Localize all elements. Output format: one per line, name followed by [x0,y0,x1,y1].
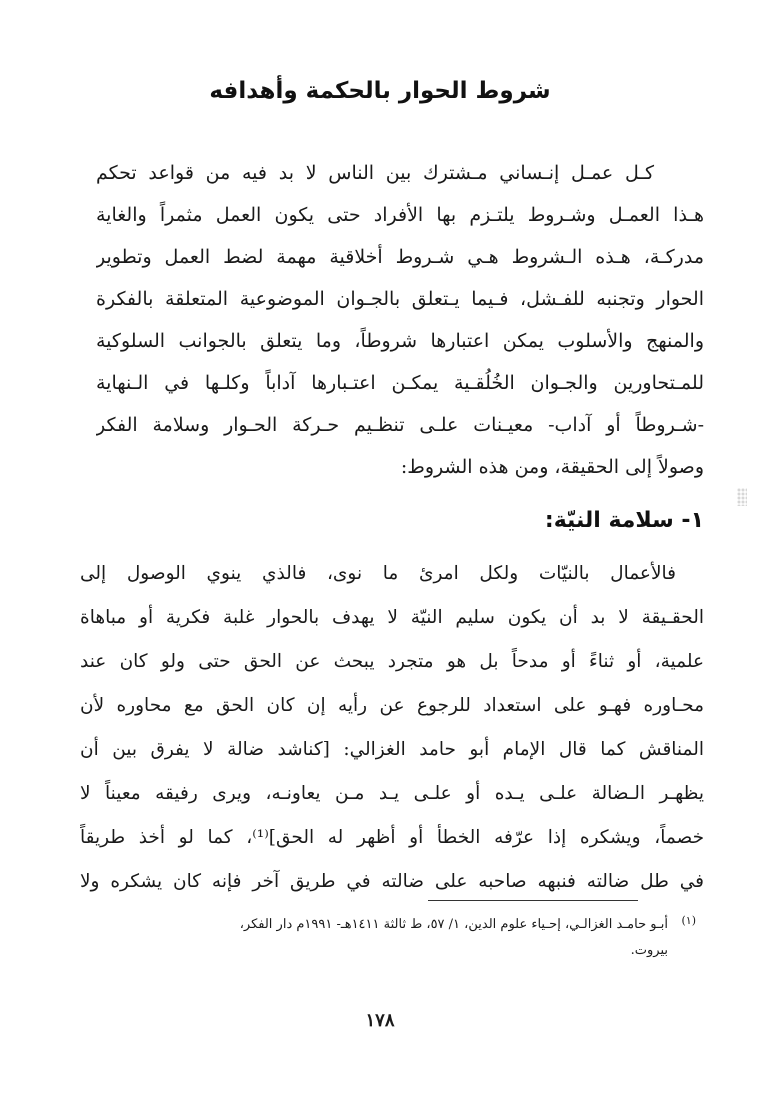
footnote-marker: (١) [681,914,696,927]
paragraph-line: الحقـيقة لا بد أن يكون سليم النيّة لا يهدف بالحوار غلبة فكرية أو مباهاة [80,607,704,628]
paragraph-line: مدركـة، هـذه الـشروط هـي شـروط أخلاقية مهمة لضط العمل وتطوير [96,246,704,268]
paragraph-line: وصولاً إلى الحقيقة، ومن هذه الشروط: [400,456,704,478]
paragraph-line: -شـروطاً أو آداب- معيـنات علـى تنظـيم حـركة الحـوار وسلامة الفكر [96,414,704,436]
paragraph-line: للمـتحاورين والجـوان الخُلُقـية يمكـن اعتـبارها آداباً وكلـها في الـنهاية [96,372,704,394]
paragraph-line: المناقش كما قال الإمام أبو حامد الغزالي: [كناشد ضالة لا يفرق بين أن [80,739,704,760]
paragraph-line: والمنهج والأسلوب يمكن اعتبارها شروطاً، وما يتعلق بالجوانب السلوكية [96,330,704,352]
section-heading: ١- سلامة النيّة: [544,508,704,533]
footnote-divider [428,900,638,901]
paragraph-line: علمية، أو ثناءً أو مدحاً بل هو متجرد يبحث عن الحق حتى ولو كان عند [80,651,704,672]
scan-speck [737,488,747,506]
paragraph-line: خصماً، ويشكره إذا عرّفه الخطأ أو أظهر له الحق]⁽¹⁾، كما لو أخذ طريقاً [80,827,704,848]
page-title: شروط الحوار بالحكمة وأهدافه [209,78,551,104]
paragraph-line: محـاوره فهـو على استعداد للرجوع عن رأيه إن كان الحق مع محاوره لأن [80,695,704,716]
paragraph-line: هـذا العمـل وشـروط يلتـزم بها الأفراد حتى يكون العمل مثمراً والغاية [96,204,704,226]
intro-paragraph [96,152,704,488]
page-number: ١٧٨ [365,1010,395,1031]
paragraph-line: فالأعمال بالنيّات ولكل امرئ ما نوى، فالذي ينوي الوصول إلى [80,563,676,584]
paragraph-line: كـل عمـل إنـساني مـشترك بين الناس لا بد فيه من قواعد تحكم [96,162,654,184]
paragraph-line: الحوار وتجنبه للفـشل، فـيما يـتعلق بالجـوان الموضوعية المتعلقة بالفكرة [96,288,704,310]
section-paragraph [80,552,704,904]
paragraph-line: في طل ضالته فنبهه صاحبه على ضالته في طريق آخر فإنه كان يشكره ولا [80,871,704,892]
footnote [68,912,696,964]
footnote-line: أبـو حامـد الغزالـي، إحـياء علوم الدين، ١/ ٥٧، ط ثالثة ١٤١١هـ- ١٩٩١م دار الفكر، [239,917,668,932]
footnote-line: بيروت. [630,943,668,958]
paragraph-line: يظهـر الـضالة علـى يـده أو علـى يـد مـن يعاونـه، ويرى رفيقه معيناً لا [80,783,704,804]
